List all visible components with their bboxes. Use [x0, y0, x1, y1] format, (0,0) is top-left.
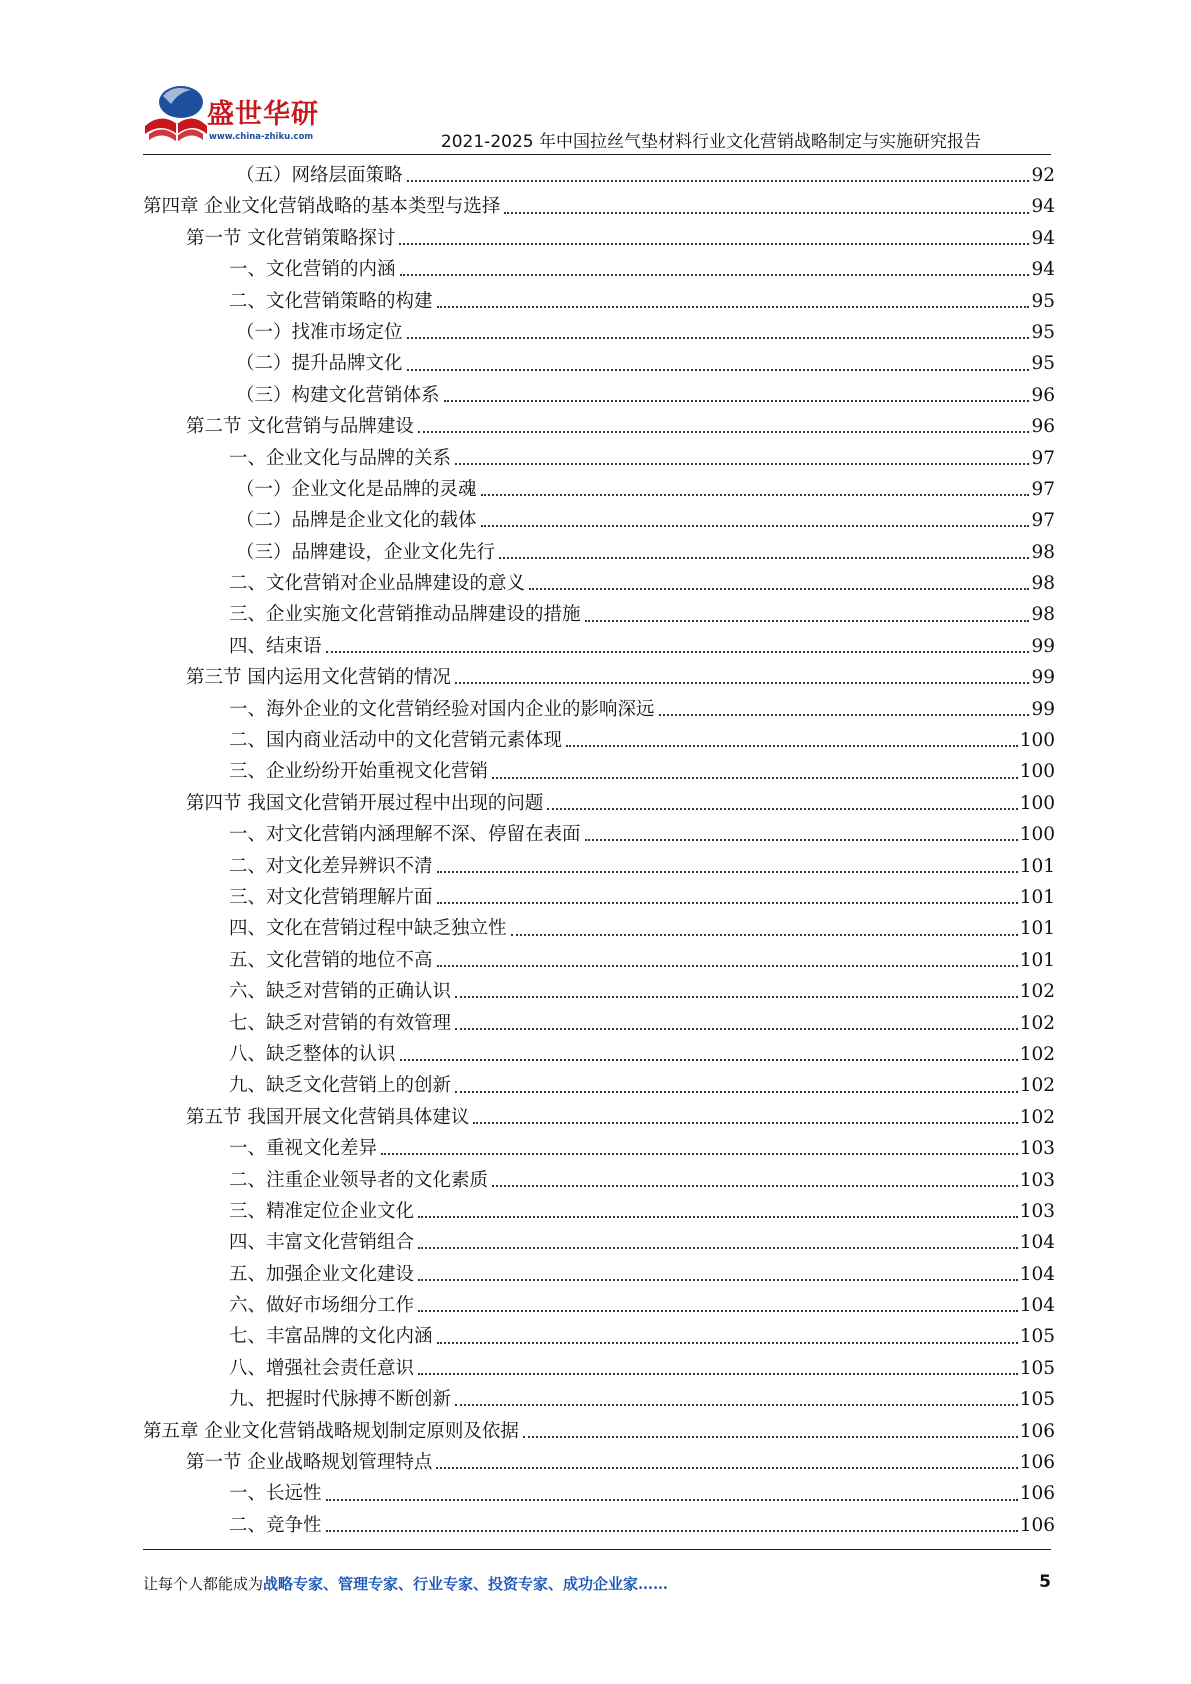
toc-entry-title: 五、文化营销的地位不高: [229, 949, 433, 971]
toc-leader-dots: [504, 211, 1029, 214]
toc-entry-title: 第五节 我国开展文化营销具体建议: [186, 1106, 470, 1128]
toc-leader-dots: [418, 1309, 1018, 1312]
logo-name: 盛世华研: [207, 99, 319, 130]
toc-leader-dots: [492, 1184, 1018, 1187]
toc-entry[interactable]: [0, 1290, 1191, 1321]
toc-entry-title: 第五章 企业文化营销战略规划制定原则及依据: [143, 1420, 519, 1442]
toc-entry[interactable]: [0, 505, 1191, 536]
page-footer: [143, 1573, 1051, 1597]
toc-entry-title: 第一节 文化营销策略探讨: [186, 227, 396, 249]
toc-entry-page: 102: [1019, 981, 1055, 1003]
toc-entry-title: 一、企业文化与品牌的关系: [229, 447, 452, 469]
toc-entry[interactable]: [0, 348, 1191, 379]
toc-entry[interactable]: [0, 254, 1191, 285]
toc-entry-title: （三）构建文化营销体系: [236, 384, 440, 406]
toc-entry-title: 一、重视文化差异: [229, 1138, 378, 1160]
toc-entry-page: 105: [1019, 1357, 1055, 1379]
toc-entry[interactable]: [0, 537, 1191, 568]
toc-entry-page: 92: [1031, 165, 1055, 186]
toc-entry-title: 三、企业纷纷开始重视文化营销: [229, 761, 489, 783]
toc-entry-page: 105: [1019, 1326, 1055, 1348]
toc-leader-dots: [407, 368, 1030, 371]
toc-entry-page: 100: [1019, 824, 1055, 846]
toc-entry-page: 94: [1031, 227, 1055, 249]
report-title: 2021-2025 年中国拉丝气垫材料行业文化营销战略制定与实施研究报告: [440, 132, 981, 152]
toc-leader-dots: [585, 838, 1018, 841]
toc-leader-dots: [499, 556, 1029, 559]
toc-entry[interactable]: [0, 1133, 1191, 1164]
toc-leader-dots: [326, 1498, 1018, 1501]
toc-entry-page: 102: [1019, 1043, 1055, 1065]
toc-entry-page: 101: [1019, 886, 1055, 908]
toc-entry-title: 六、做好市场细分工作: [229, 1295, 415, 1317]
toc-entry[interactable]: [0, 1039, 1191, 1070]
toc-entry[interactable]: [0, 756, 1191, 787]
logo-book-icon: [141, 82, 211, 148]
toc-entry-title: 二、竞争性: [229, 1514, 322, 1536]
toc-leader-dots: [437, 901, 1018, 904]
header-divider: [143, 154, 1051, 155]
toc-entry-title: 二、文化营销对企业品牌建设的意义: [229, 573, 526, 595]
toc-leader-dots: [659, 713, 1030, 716]
toc-entry-page: 106: [1019, 1514, 1055, 1536]
toc-entry-page: 101: [1019, 855, 1055, 877]
toc-entry[interactable]: [0, 1416, 1191, 1447]
toc-entry[interactable]: [0, 631, 1191, 662]
toc-entry-title: 一、长远性: [229, 1483, 322, 1505]
toc-entry-title: 一、海外企业的文化营销经验对国内企业的影响深远: [229, 698, 655, 720]
toc-entry-page: 102: [1019, 1075, 1055, 1097]
toc-leader-dots: [566, 744, 1018, 747]
toc-entry-page: 94: [1031, 196, 1055, 218]
toc-entry[interactable]: [0, 1227, 1191, 1258]
toc-leader-dots: [455, 462, 1029, 465]
toc-entry-title: （二）品牌是企业文化的载体: [236, 510, 477, 532]
toc-entry-title: （五）网络层面策略: [236, 165, 403, 186]
toc-leader-dots: [492, 776, 1018, 779]
toc-leader-dots: [455, 1403, 1018, 1406]
toc-leader-dots: [455, 681, 1030, 684]
toc-entry-title: 四、丰富文化营销组合: [229, 1232, 415, 1254]
toc-entry-page: 103: [1019, 1138, 1055, 1160]
toc-leader-dots: [547, 807, 1017, 810]
toc-entry-page: 100: [1019, 761, 1055, 783]
toc-entry-page: 94: [1031, 259, 1055, 281]
toc-entry[interactable]: [0, 1008, 1191, 1039]
toc-entry-page: 101: [1019, 918, 1055, 940]
toc-entry-page: 106: [1019, 1483, 1055, 1505]
toc-entry-title: 第二节 文化营销与品牌建设: [186, 416, 414, 438]
toc-leader-dots: [455, 1090, 1018, 1093]
page-header: [0, 0, 1191, 160]
toc-entry[interactable]: [0, 1510, 1191, 1541]
toc-leader-dots: [529, 587, 1029, 590]
toc-entry-page: 95: [1031, 290, 1055, 312]
toc-entry-title: 七、缺乏对营销的有效管理: [229, 1012, 452, 1034]
toc-leader-dots: [437, 305, 1030, 308]
toc-entry-page: 99: [1031, 698, 1055, 720]
toc-entry[interactable]: [0, 945, 1191, 976]
toc-entry[interactable]: [0, 1102, 1191, 1133]
toc-leader-dots: [418, 1372, 1018, 1375]
toc-entry-title: 二、文化营销策略的构建: [229, 290, 433, 312]
toc-leader-dots: [523, 1435, 1018, 1438]
toc-entry-title: 第四章 企业文化营销战略的基本类型与选择: [143, 196, 501, 218]
toc-entry[interactable]: [0, 694, 1191, 725]
footer-slogan: [143, 1573, 668, 1594]
toc-leader-dots: [436, 1466, 1017, 1469]
toc-entry[interactable]: [0, 725, 1191, 756]
toc-entry[interactable]: [0, 443, 1191, 474]
toc-leader-dots: [326, 650, 1030, 653]
toc-entry-page: 98: [1031, 541, 1055, 563]
toc-leader-dots: [473, 1121, 1017, 1124]
toc-entry[interactable]: [0, 380, 1191, 411]
toc-entry-page: 100: [1019, 730, 1055, 752]
toc-entry-page: 106: [1019, 1420, 1055, 1442]
toc-leader-dots: [437, 870, 1018, 873]
toc-entry-page: 102: [1019, 1012, 1055, 1034]
toc-entry-page: 103: [1019, 1200, 1055, 1222]
toc-entry-page: 96: [1031, 384, 1055, 406]
toc-entry-page: 97: [1031, 447, 1055, 469]
toc-entry-title: 三、精准定位企业文化: [229, 1200, 415, 1222]
toc-leader-dots: [381, 1152, 1018, 1155]
toc-leader-dots: [511, 933, 1018, 936]
toc-entry-page: 104: [1019, 1263, 1055, 1285]
toc-entry[interactable]: [0, 976, 1191, 1007]
toc-entry[interactable]: [0, 160, 1191, 191]
toc-entry[interactable]: [0, 1165, 1191, 1196]
toc-entry-page: 95: [1031, 321, 1055, 343]
toc-entry-page: 99: [1031, 635, 1055, 657]
toc-entry-page: 98: [1031, 604, 1055, 626]
toc-leader-dots: [455, 1027, 1018, 1030]
toc-entry-title: 第四节 我国文化营销开展过程中出现的问题: [186, 792, 544, 814]
toc-leader-dots: [585, 619, 1030, 622]
toc-leader-dots: [455, 995, 1018, 998]
toc-entry[interactable]: [0, 191, 1191, 222]
toc-leader-dots: [437, 1341, 1018, 1344]
toc-entry-page: 95: [1031, 353, 1055, 375]
toc-entry-page: 106: [1019, 1452, 1055, 1474]
toc-leader-dots: [418, 1246, 1018, 1249]
toc-entry[interactable]: [0, 882, 1191, 913]
toc-entry-title: 三、对文化营销理解片面: [229, 886, 433, 908]
toc-entry-title: （二）提升品牌文化: [236, 353, 403, 375]
toc-entry-page: 102: [1019, 1106, 1055, 1128]
toc-entry-page: 105: [1019, 1389, 1055, 1411]
toc-entry-page: 99: [1031, 667, 1055, 689]
toc-entry-title: 一、对文化营销内涵理解不深、停留在表面: [229, 824, 581, 846]
footer-divider: [143, 1549, 1051, 1550]
toc-entry[interactable]: [0, 317, 1191, 348]
company-logo: [141, 82, 319, 152]
toc-entry[interactable]: [0, 411, 1191, 442]
toc-entry[interactable]: [0, 662, 1191, 693]
toc-entry[interactable]: [0, 1196, 1191, 1227]
toc-entry-title: 四、文化在营销过程中缺乏独立性: [229, 918, 507, 940]
toc-entry-title: （三）品牌建设，企业文化先行: [236, 541, 496, 563]
toc-entry[interactable]: [0, 1259, 1191, 1290]
toc-entry[interactable]: [0, 568, 1191, 599]
toc-entry-title: 九、把握时代脉搏不断创新: [229, 1389, 452, 1411]
toc-entry-page: 103: [1019, 1169, 1055, 1191]
toc-entry-title: 第一节 企业战略规划管理特点: [186, 1452, 433, 1474]
slogan-prefix: 让每个人都能成为: [143, 1575, 264, 1593]
toc-entry-page: 97: [1031, 510, 1055, 532]
toc-entry-title: 二、国内商业活动中的文化营销元素体现: [229, 730, 563, 752]
toc-entry[interactable]: [0, 1321, 1191, 1352]
toc-entry[interactable]: [0, 851, 1191, 882]
toc-entry[interactable]: [0, 788, 1191, 819]
toc-entry[interactable]: [0, 819, 1191, 850]
toc-leader-dots: [481, 524, 1030, 527]
toc-entry-title: 三、企业实施文化营销推动品牌建设的措施: [229, 604, 581, 626]
toc-entry-title: 七、丰富品牌的文化内涵: [229, 1326, 433, 1348]
toc-entry[interactable]: [0, 1447, 1191, 1478]
toc-entry[interactable]: [0, 1070, 1191, 1101]
toc-entry[interactable]: [0, 223, 1191, 254]
toc-leader-dots: [437, 964, 1018, 967]
toc-leader-dots: [481, 493, 1030, 496]
toc-leader-dots: [326, 1529, 1018, 1532]
toc-leader-dots: [407, 179, 1030, 182]
toc-entry[interactable]: [0, 286, 1191, 317]
toc-entry-title: 八、缺乏整体的认识: [229, 1043, 396, 1065]
toc-entry-title: 八、增强社会责任意识: [229, 1357, 415, 1379]
toc-entry-title: 二、对文化差异辨识不清: [229, 855, 433, 877]
toc-entry-title: 五、加强企业文化建设: [229, 1263, 415, 1285]
table-of-contents: [0, 160, 1191, 1541]
toc-entry-page: 100: [1019, 792, 1055, 814]
toc-entry-page: 97: [1031, 478, 1055, 500]
slogan-highlight: 战略专家、管理专家、行业专家、投资专家、成功企业家……: [263, 1575, 669, 1593]
toc-entry-title: 第三节 国内运用文化营销的情况: [186, 667, 451, 689]
toc-leader-dots: [407, 336, 1030, 339]
toc-leader-dots: [418, 430, 1030, 433]
toc-entry-title: 六、缺乏对营销的正确认识: [229, 981, 452, 1003]
toc-entry[interactable]: [0, 1384, 1191, 1415]
toc-entry-title: （一）找准市场定位: [236, 321, 403, 343]
toc-entry[interactable]: [0, 913, 1191, 944]
toc-entry-title: 一、文化营销的内涵: [229, 259, 396, 281]
page-number: 5: [1039, 1572, 1051, 1592]
toc-entry-page: 104: [1019, 1295, 1055, 1317]
toc-entry[interactable]: [0, 474, 1191, 505]
toc-leader-dots: [444, 399, 1030, 402]
toc-entry[interactable]: [0, 599, 1191, 630]
toc-leader-dots: [418, 1215, 1018, 1218]
toc-leader-dots: [418, 1278, 1018, 1281]
toc-leader-dots: [399, 242, 1029, 245]
toc-leader-dots: [400, 1058, 1018, 1061]
toc-entry[interactable]: [0, 1478, 1191, 1509]
toc-entry-title: 四、结束语: [229, 635, 322, 657]
toc-entry-title: 二、注重企业领导者的文化素质: [229, 1169, 489, 1191]
toc-entry-title: 九、缺乏文化营销上的创新: [229, 1075, 452, 1097]
toc-entry-page: 96: [1031, 416, 1055, 438]
logo-url: www.china-zhiku.com: [209, 132, 314, 142]
toc-entry-page: 104: [1019, 1232, 1055, 1254]
toc-entry-page: 101: [1019, 949, 1055, 971]
toc-entry-title: （一）企业文化是品牌的灵魂: [236, 478, 477, 500]
toc-leader-dots: [400, 273, 1030, 276]
toc-entry[interactable]: [0, 1353, 1191, 1384]
toc-entry-page: 98: [1031, 573, 1055, 595]
